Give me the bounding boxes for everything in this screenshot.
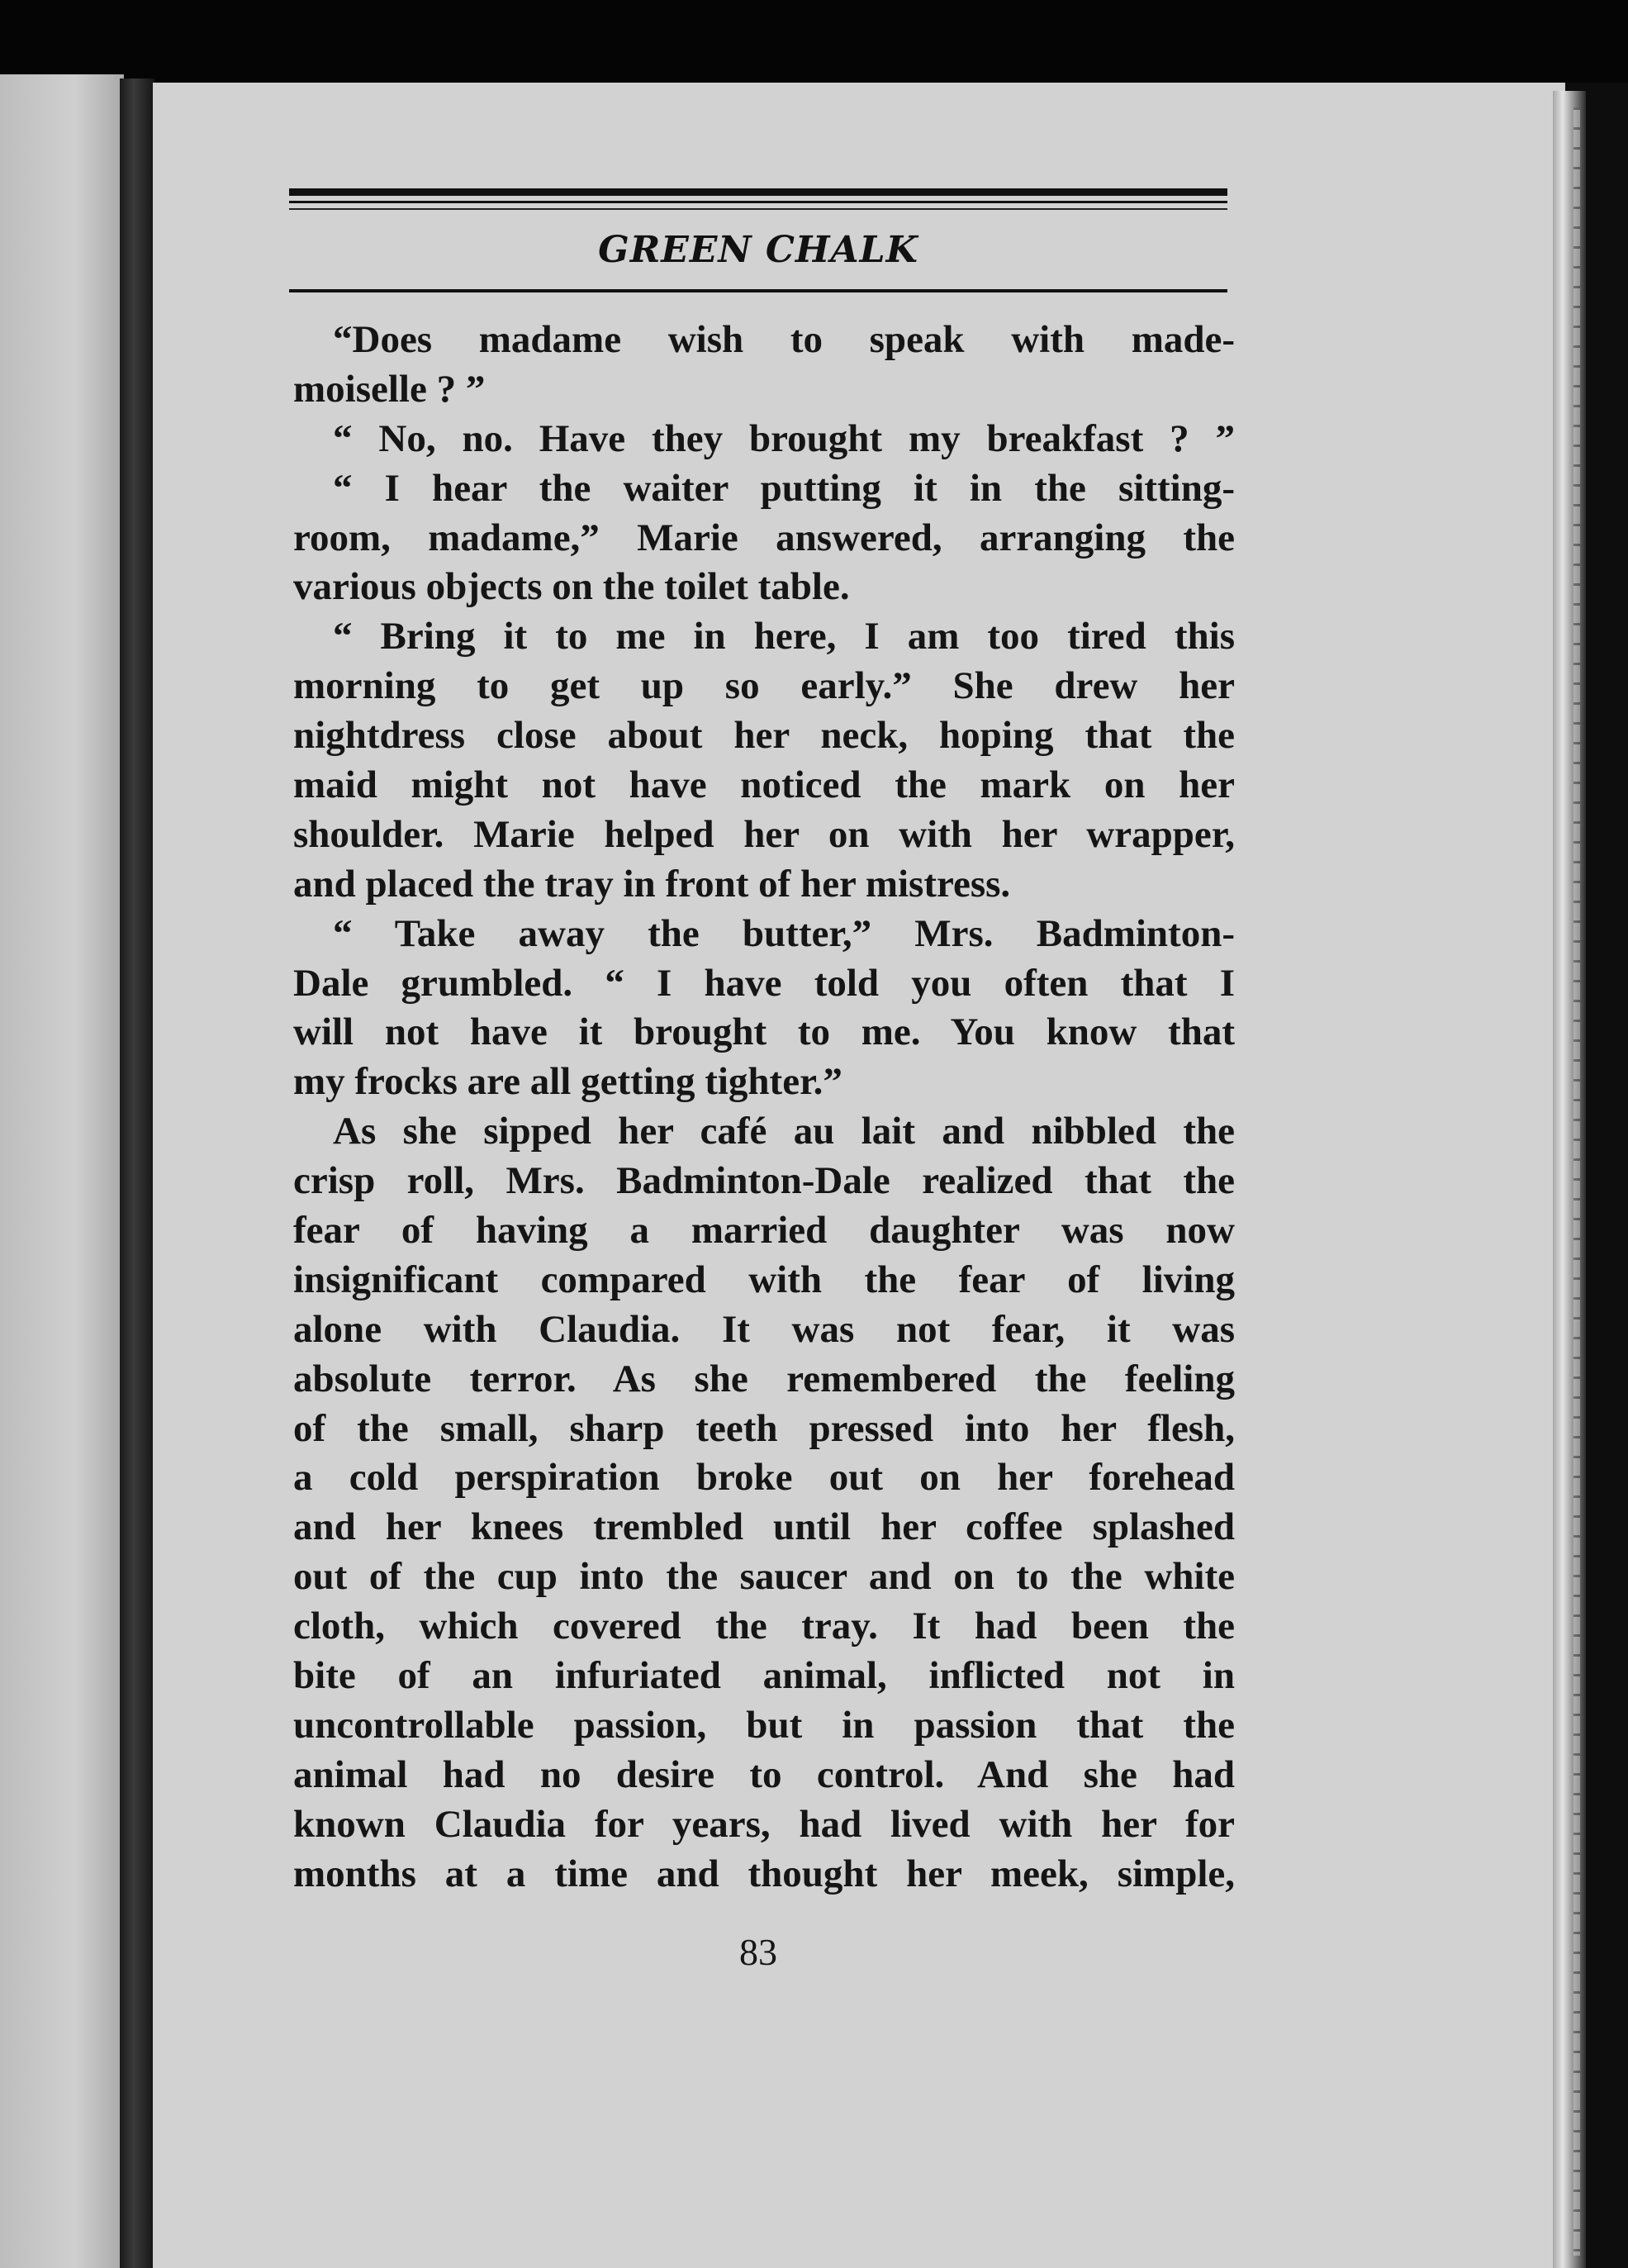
scanner-border-top — [0, 0, 1628, 83]
page-stack-lines — [1573, 107, 1580, 2256]
text-line: will not have it brought to me. You know that — [293, 1010, 1235, 1054]
text-line: “Does madame wish to speak with made- — [333, 318, 1235, 361]
text-line: and placed the tray in front of her mistress. — [293, 862, 1011, 906]
text-line: “ I hear the waiter putting it in the sitting- — [333, 466, 1235, 510]
page-number: 83 — [739, 1931, 777, 1973]
text-line: “ No, no. Have they brought my breakfast ? ” — [333, 416, 1235, 460]
text-line: my frocks are all getting tighter.” — [293, 1060, 842, 1104]
text-line: Dale grumbled. “ I have told you often that I — [293, 961, 1235, 1005]
text-line: animal had no desire to control. And she had — [293, 1752, 1235, 1796]
text-line: of the small, sharp teeth pressed into her flesh, — [293, 1406, 1235, 1450]
text-line: cloth, which covered the tray. It had been the — [293, 1605, 1235, 1648]
running-head-underline — [289, 289, 1227, 292]
text-line: bite of an infuriated animal, inflicted not in — [293, 1654, 1235, 1698]
page-fore-edge — [1553, 91, 1586, 2268]
text-line: morning to get up so early.” She drew her — [293, 664, 1235, 708]
text-line: moiselle ? ” — [293, 367, 486, 411]
text-line: uncontrollable passion, but in passion that the — [293, 1703, 1235, 1747]
text-line: months at a time and thought her meek, simple, — [293, 1852, 1235, 1895]
text-line: crisp roll, Mrs. Badminton-Dale realized that the — [293, 1159, 1235, 1203]
header-rule-thick — [289, 188, 1227, 196]
header-rule-thin-lower — [289, 208, 1227, 210]
text-line: As she sipped her café au lait and nibbled the — [333, 1110, 1235, 1153]
text-line: maid might not have noticed the mark on her — [293, 763, 1235, 807]
text-line: shoulder. Marie helped her on with her wrapper, — [293, 812, 1235, 856]
text-line: “ Bring it to me in here, I am too tired this — [333, 615, 1235, 659]
text-line: alone with Claudia. It was not fear, it was — [293, 1307, 1235, 1351]
book-gutter — [120, 78, 154, 2268]
text-line: fear of having a married daughter was now — [293, 1209, 1235, 1253]
text-line: known Claudia for years, had lived with her for — [293, 1802, 1235, 1846]
left-page-edge — [0, 74, 124, 2268]
running-head: GREEN CHALK — [598, 229, 918, 271]
page-body-text — [293, 316, 1235, 1900]
text-line: “ Take away the butter,” Mrs. Badminton- — [333, 911, 1235, 955]
header-rule-thin — [289, 201, 1227, 203]
text-line: room, madame,” Marie answered, arranging the — [293, 516, 1235, 559]
text-line: nightdress close about her neck, hoping that the — [293, 714, 1235, 758]
text-line: absolute terror. As she remembered the feeling — [293, 1357, 1235, 1400]
text-line: out of the cup into the saucer and on to the white — [293, 1555, 1235, 1599]
text-line: a cold perspiration broke out on her forehead — [293, 1456, 1235, 1500]
text-line: various objects on the toilet table. — [293, 565, 850, 609]
text-line: insignificant compared with the fear of living — [293, 1258, 1235, 1301]
text-line: and her knees trembled until her coffee splashed — [293, 1505, 1235, 1549]
